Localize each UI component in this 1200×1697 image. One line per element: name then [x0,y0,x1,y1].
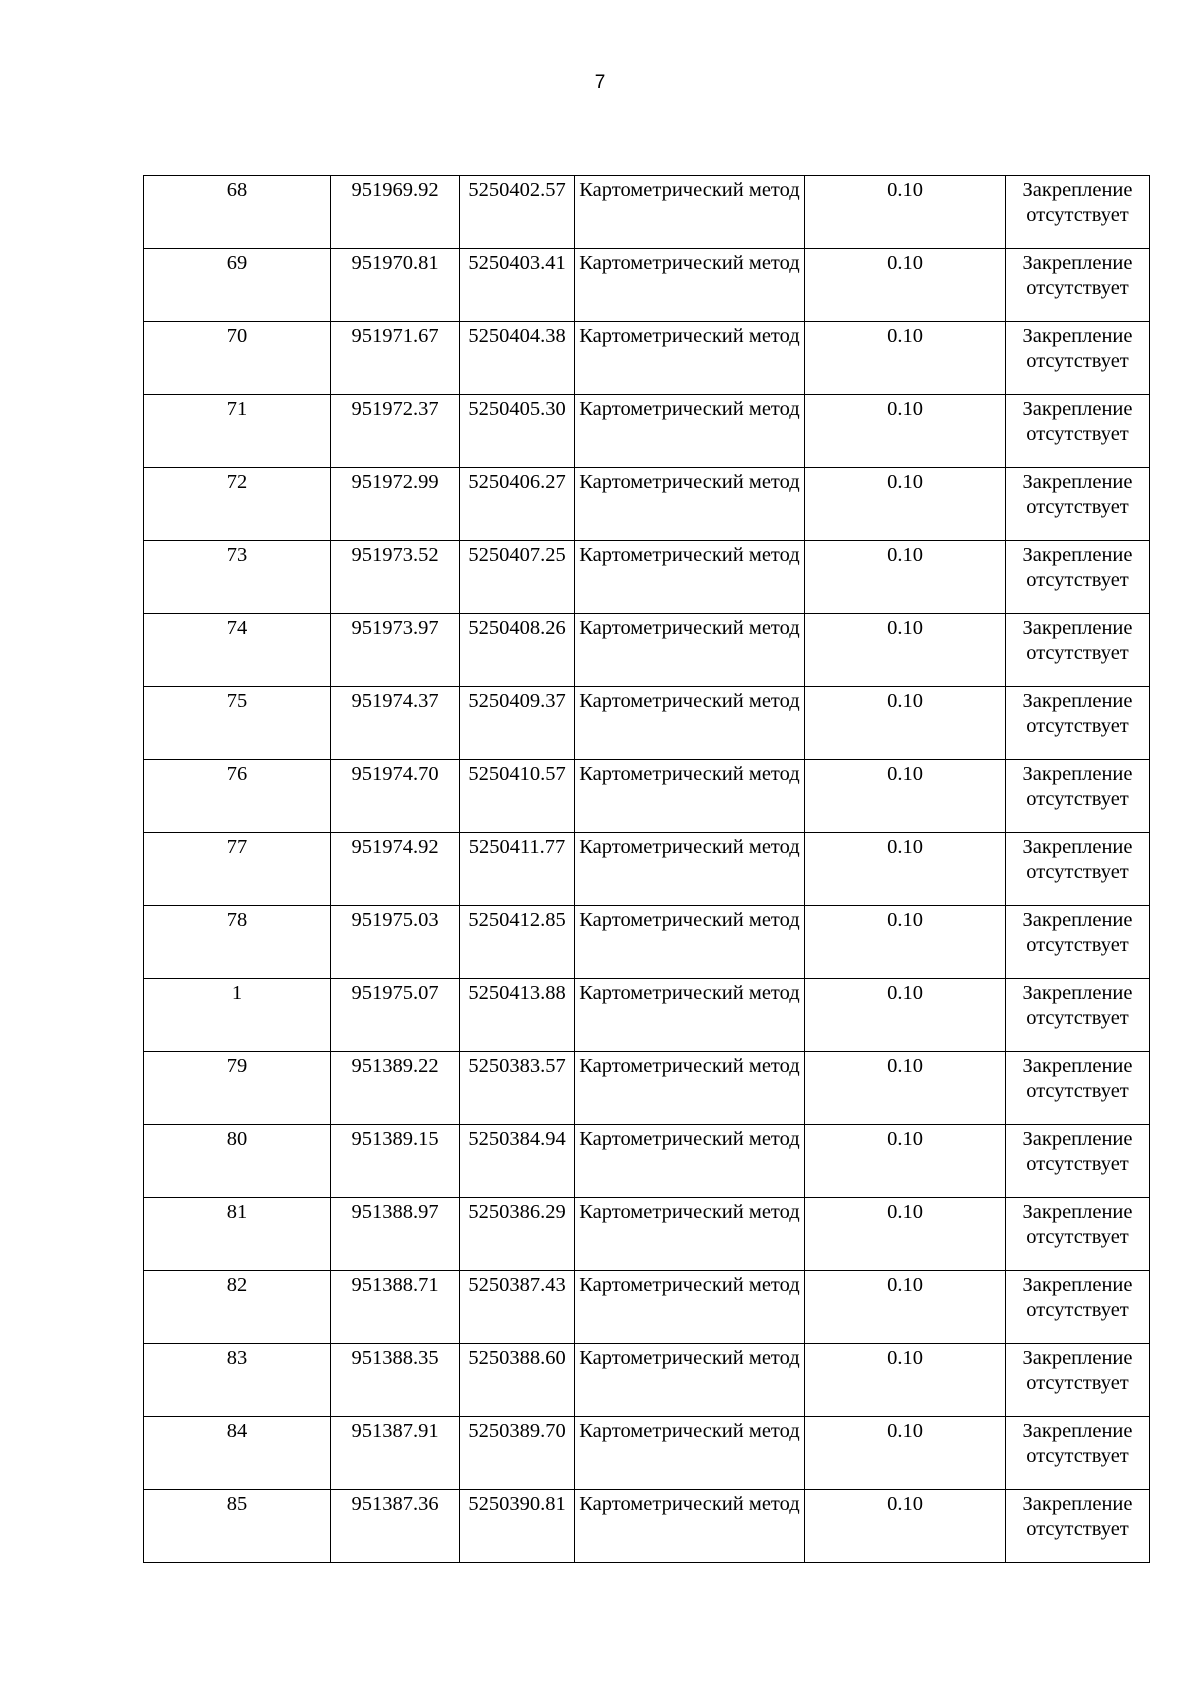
y-coordinate-cell: 5250405.30 [460,395,575,468]
table-row [144,1198,1150,1271]
fixing-description-cell: Закрепление отсутствует [1006,1052,1150,1125]
y-coordinate-cell: 5250386.29 [460,1198,575,1271]
y-coordinate-cell: 5250384.94 [460,1125,575,1198]
fixing-description-cell: Закрепление отсутствует [1006,760,1150,833]
point-number-cell: 71 [144,395,331,468]
point-number-cell: 76 [144,760,331,833]
table-row [144,687,1150,760]
accuracy-cell: 0.10 [805,395,1006,468]
fixing-description-cell: Закрепление отсутствует [1006,395,1150,468]
x-coordinate-cell: 951974.37 [331,687,460,760]
point-number-cell: 81 [144,1198,331,1271]
x-coordinate-cell: 951387.36 [331,1490,460,1563]
x-coordinate-cell: 951970.81 [331,249,460,322]
point-number-cell: 84 [144,1417,331,1490]
fixing-description-cell: Закрепление отсутствует [1006,1344,1150,1417]
method-cell: Картометрический метод [575,1052,805,1125]
table-row [144,979,1150,1052]
accuracy-cell: 0.10 [805,1344,1006,1417]
method-cell: Картометрический метод [575,906,805,979]
accuracy-cell: 0.10 [805,1198,1006,1271]
accuracy-cell: 0.10 [805,176,1006,249]
point-number-cell: 72 [144,468,331,541]
fixing-description-cell: Закрепление отсутствует [1006,1417,1150,1490]
method-cell: Картометрический метод [575,249,805,322]
fixing-description-cell: Закрепление отсутствует [1006,833,1150,906]
point-number-cell: 74 [144,614,331,687]
table-row [144,1344,1150,1417]
method-cell: Картометрический метод [575,395,805,468]
y-coordinate-cell: 5250404.38 [460,322,575,395]
method-cell: Картометрический метод [575,1490,805,1563]
x-coordinate-cell: 951389.15 [331,1125,460,1198]
point-number-cell: 82 [144,1271,331,1344]
method-cell: Картометрический метод [575,468,805,541]
coordinates-table-body [144,176,1150,1563]
accuracy-cell: 0.10 [805,614,1006,687]
x-coordinate-cell: 951388.35 [331,1344,460,1417]
fixing-description-cell: Закрепление отсутствует [1006,468,1150,541]
table-row [144,906,1150,979]
accuracy-cell: 0.10 [805,1490,1006,1563]
x-coordinate-cell: 951973.97 [331,614,460,687]
y-coordinate-cell: 5250412.85 [460,906,575,979]
accuracy-cell: 0.10 [805,1271,1006,1344]
point-number-cell: 83 [144,1344,331,1417]
method-cell: Картометрический метод [575,760,805,833]
table-row [144,541,1150,614]
y-coordinate-cell: 5250411.77 [460,833,575,906]
point-number-cell: 77 [144,833,331,906]
table-row [144,468,1150,541]
method-cell: Картометрический метод [575,833,805,906]
accuracy-cell: 0.10 [805,1125,1006,1198]
y-coordinate-cell: 5250389.70 [460,1417,575,1490]
table-row [144,322,1150,395]
y-coordinate-cell: 5250402.57 [460,176,575,249]
x-coordinate-cell: 951387.91 [331,1417,460,1490]
method-cell: Картометрический метод [575,322,805,395]
accuracy-cell: 0.10 [805,979,1006,1052]
y-coordinate-cell: 5250388.60 [460,1344,575,1417]
y-coordinate-cell: 5250387.43 [460,1271,575,1344]
x-coordinate-cell: 951388.97 [331,1198,460,1271]
fixing-description-cell: Закрепление отсутствует [1006,1271,1150,1344]
x-coordinate-cell: 951388.71 [331,1271,460,1344]
method-cell: Картометрический метод [575,1417,805,1490]
accuracy-cell: 0.10 [805,541,1006,614]
point-number-cell: 73 [144,541,331,614]
method-cell: Картометрический метод [575,176,805,249]
fixing-description-cell: Закрепление отсутствует [1006,176,1150,249]
x-coordinate-cell: 951975.07 [331,979,460,1052]
point-number-cell: 85 [144,1490,331,1563]
y-coordinate-cell: 5250409.37 [460,687,575,760]
x-coordinate-cell: 951972.99 [331,468,460,541]
point-number-cell: 69 [144,249,331,322]
x-coordinate-cell: 951974.70 [331,760,460,833]
page-number: 7 [594,72,606,93]
method-cell: Картометрический метод [575,1198,805,1271]
x-coordinate-cell: 951975.03 [331,906,460,979]
table-row [144,614,1150,687]
fixing-description-cell: Закрепление отсутствует [1006,249,1150,322]
accuracy-cell: 0.10 [805,322,1006,395]
fixing-description-cell: Закрепление отсутствует [1006,979,1150,1052]
fixing-description-cell: Закрепление отсутствует [1006,1125,1150,1198]
fixing-description-cell: Закрепление отсутствует [1006,687,1150,760]
x-coordinate-cell: 951972.37 [331,395,460,468]
y-coordinate-cell: 5250413.88 [460,979,575,1052]
method-cell: Картометрический метод [575,1344,805,1417]
fixing-description-cell: Закрепление отсутствует [1006,906,1150,979]
accuracy-cell: 0.10 [805,906,1006,979]
point-number-cell: 80 [144,1125,331,1198]
table-row [144,395,1150,468]
accuracy-cell: 0.10 [805,760,1006,833]
method-cell: Картометрический метод [575,979,805,1052]
y-coordinate-cell: 5250403.41 [460,249,575,322]
method-cell: Картометрический метод [575,541,805,614]
point-number-cell: 79 [144,1052,331,1125]
accuracy-cell: 0.10 [805,468,1006,541]
table-row [144,760,1150,833]
accuracy-cell: 0.10 [805,249,1006,322]
fixing-description-cell: Закрепление отсутствует [1006,614,1150,687]
coordinates-table [143,175,1150,1563]
accuracy-cell: 0.10 [805,1052,1006,1125]
y-coordinate-cell: 5250390.81 [460,1490,575,1563]
x-coordinate-cell: 951389.22 [331,1052,460,1125]
method-cell: Картометрический метод [575,1271,805,1344]
x-coordinate-cell: 951974.92 [331,833,460,906]
method-cell: Картометрический метод [575,1125,805,1198]
y-coordinate-cell: 5250383.57 [460,1052,575,1125]
table-row [144,833,1150,906]
x-coordinate-cell: 951971.67 [331,322,460,395]
x-coordinate-cell: 951973.52 [331,541,460,614]
fixing-description-cell: Закрепление отсутствует [1006,322,1150,395]
method-cell: Картометрический метод [575,614,805,687]
point-number-cell: 1 [144,979,331,1052]
table-row [144,1052,1150,1125]
fixing-description-cell: Закрепление отсутствует [1006,1490,1150,1563]
y-coordinate-cell: 5250410.57 [460,760,575,833]
fixing-description-cell: Закрепление отсутствует [1006,541,1150,614]
table-row [144,176,1150,249]
y-coordinate-cell: 5250406.27 [460,468,575,541]
point-number-cell: 68 [144,176,331,249]
table-row [144,249,1150,322]
point-number-cell: 70 [144,322,331,395]
y-coordinate-cell: 5250408.26 [460,614,575,687]
table-row [144,1125,1150,1198]
point-number-cell: 75 [144,687,331,760]
table-row [144,1417,1150,1490]
y-coordinate-cell: 5250407.25 [460,541,575,614]
point-number-cell: 78 [144,906,331,979]
method-cell: Картометрический метод [575,687,805,760]
accuracy-cell: 0.10 [805,1417,1006,1490]
fixing-description-cell: Закрепление отсутствует [1006,1198,1150,1271]
x-coordinate-cell: 951969.92 [331,176,460,249]
table-row [144,1271,1150,1344]
accuracy-cell: 0.10 [805,833,1006,906]
table-row [144,1490,1150,1563]
accuracy-cell: 0.10 [805,687,1006,760]
